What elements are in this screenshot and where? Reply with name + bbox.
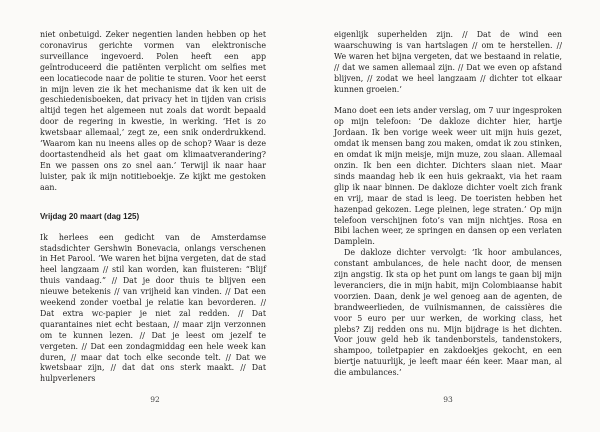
right-page [300,0,600,432]
page-number-left: 92 [150,395,160,404]
right-paragraph-3: De dakloze dichter vervolgt: ‘Ik hoor ambulances, constant ambulances, de hele nacht door, de mensen zijn angstig. Ik sta op het punt om langs te gaan bij mijn leveranciers, die in mijn habit, mijn Colombiaanse habit voorzien. Daan, denk je wel genoeg aan de agenten, de brandweerlieden, de vuilnismannen, de caissières die voor 5 euro per uur werken, de working class, het plebs? Zij redden ons nu. Mijn bijdrage is het dichten. Voor jouw geld heb ik tandenborstels, tandenstokers, shampoo, toiletpapier en zakdoekjes gekocht, en een biertje natuurlijk, je leeft maar één keer. Maar man, al die ambulances.’ [334,248,562,378]
right-paragraph-1: eigenlijk superhelden zijn. // Dat de wind een waarschuwing is van hartslagen // om te herstellen. // We waren het bijna vergeten, dat we bestaand in relatie, // dat we samen allemaal zijn. // Dat we even op afstand blijven, // zodat we heel langzaam // dichter tot elkaar kunnen groeien.’ [334,30,562,94]
right-paragraph-2: Mano doet een iets ander verslag, om 7 uur ingesproken op mijn telefoon: ‘De dakloze dichter hier, hartje Jordaan. Ik ben vorige week weer uit mijn huis gezet, omdat ik mensen bang zou maken, omdat ik zou stinken, en omdat ik mijn meisje, mijn muze, zou slaan. Allemaal onzin. Ik ben een dichter. Dichters slaan niet. Maar sinds maandag heb ik een huis gekraakt, via het raam glip ik naar binnen. De dakloze dichter voelt zich frank en vrij, maar de stad is leeg. De toeristen hebben het hazenpad gekozen. Lege pleinen, lege straten.’ Op mijn telefoon verschijnen foto’s van mijn nichtjes. Rosa en Bibi lachen weer, ze springen en dansen op een verlaten Damplein. [334,106,562,247]
diary-entry-heading: Vrijdag 20 maart (dag 125) [40,211,140,221]
right-page-text [334,30,562,379]
left-paragraph-2: Ik herlees een gedicht van de Amsterdamse stadsdichter Gershwin Bonevacia, onlangs verschenen in Het Parool. ‘We waren het bijna vergeten, dat de stad heel langzaam // stil kan worden, kan fluisteren: “Blijf thuis vandaag.” // Dat je door thuis te blijven een nieuwe betekenis // van vrijheid kan vinden. // Dat een weekend zonder voetbal je relatie kan bevorderen. // Dat extra wc-papier je niet zal redden. // Dat quarantaines niet echt bestaan, // maar zijn verzonnen om te kunnen lezen. // Dat je leest om jezelf te vergeten. // Dat een zondagmiddag een hele week kan duren, // maar dat toch elke seconde telt. // Dat we kwetsbaar zijn, // dat dat ons sterk maakt. // Dat hulpverleners [40,232,266,384]
page-number-right: 93 [443,395,453,404]
left-paragraph-1: niet onbetuigd. Zeker negentien landen hebben op het coronavirus gerichte vormen van elektronische surveillance ingevoerd. Polen heeft een app geïntroduceerd die patiënten verplicht om selfies met een locatiecode naar de politie te sturen. Voor het eerst in mijn leven zie ik het mechanisme dat ik ken uit de geschiedenisboeken, dat privacy het in tijden van crisis altijd tegen het algemeen nut zoals dat wordt bepaald door de regering in kwestie, in werking. ‘Het is zo kwetsbaar allemaal,’ zegt ze, een snik onderdrukkend. ‘Waarom kan nu ineens alles op de schop? Waar is deze doortastendheid als het gaat om klimaatverandering? En we passen ons zo snel aan.’ Terwijl ik naar haar luister, pak ik mijn notitieboekje. Ze kijkt me gestoken aan. [40,30,266,192]
left-page-text [40,30,266,385]
